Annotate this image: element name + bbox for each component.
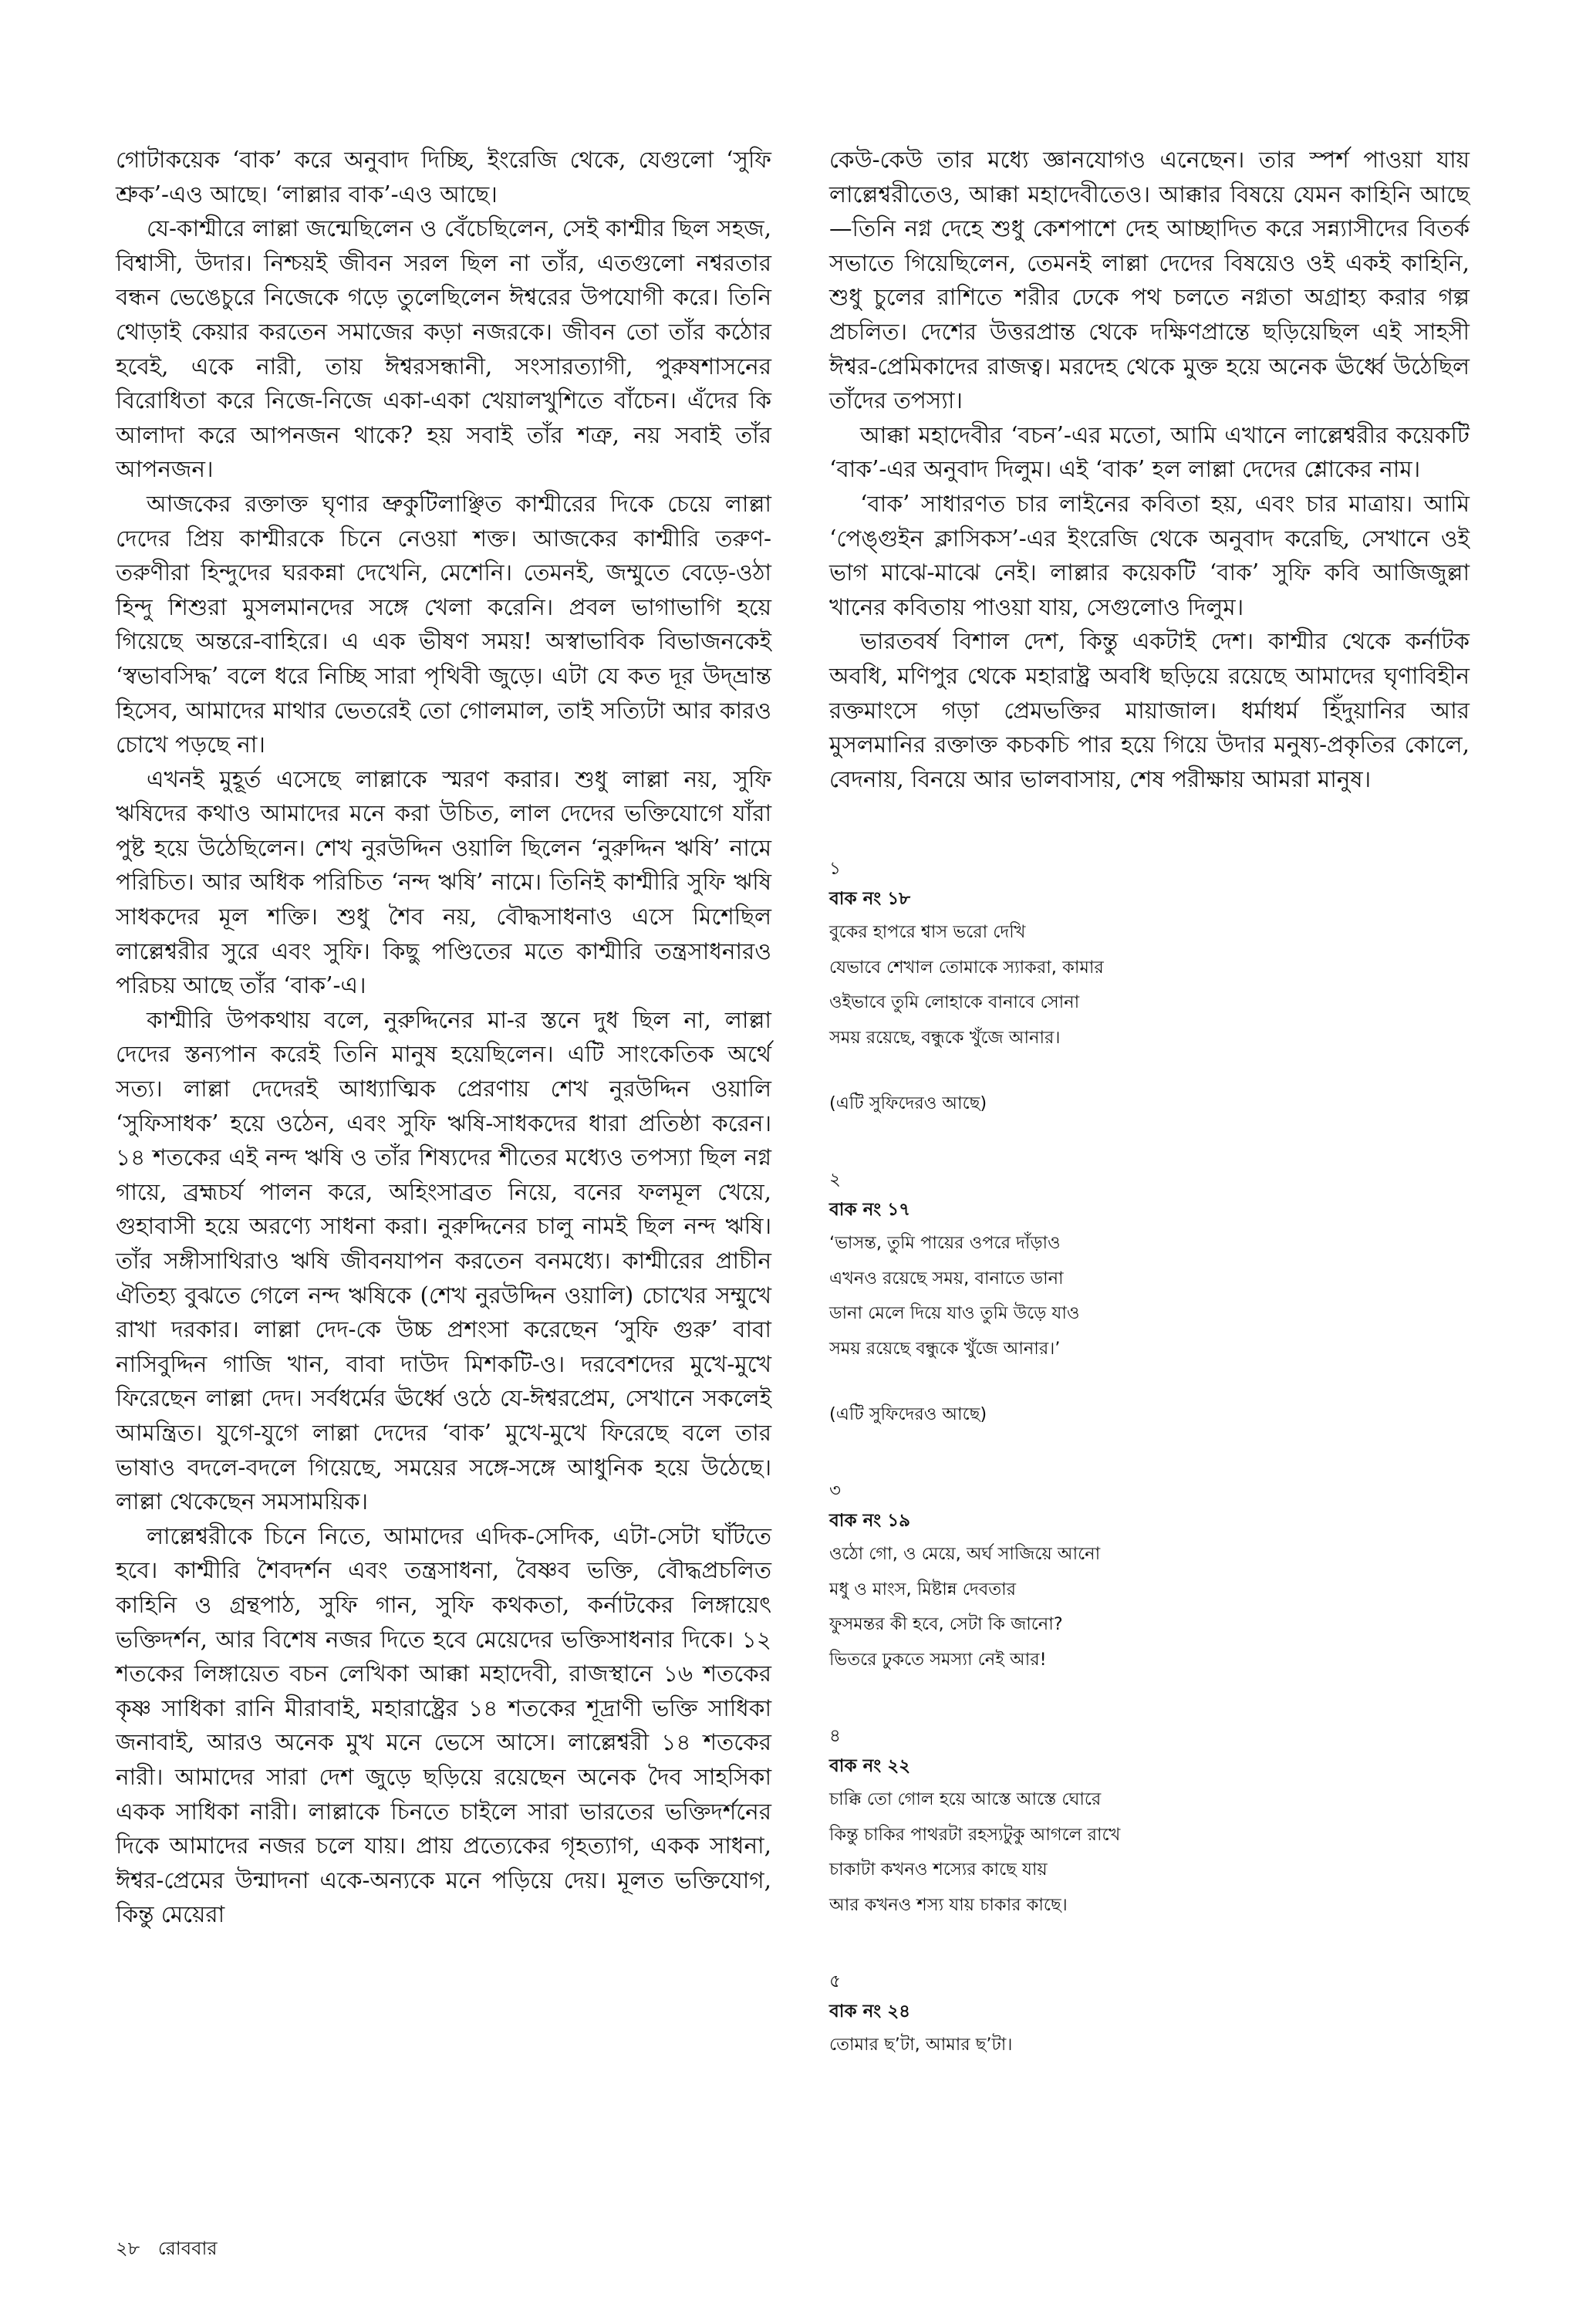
- vaak-line: ওইভাবে তুমি লোহাকে বানাবে সোনা: [829, 992, 1080, 1013]
- article-paragraph: যে-কাশ্মীরে লাল্লা জন্মেছিলেন ও বেঁচেছিলেন, সেই কাশ্মীর ছিল সহজ, বিশ্বাসী, উদার। নিশ্চয়ই জীবন সরল ছিল না তাঁর, এতগুলো নশ্বরতার বন্ধন ভেঙেচুরে নিজেকে গড়ে তুলেছিলেন ঈশ্বরের উপযোগী করে। তিনি থোড়াই কেয়ার করতেন সমাজের কড়া নজরকে। জীবন তো তাঁর কঠোর হবেই, একে নারী, তায় ঈশ্বরসন্ধানী, সংসারত্যাগী, পুরুষশাসনের বিরোধিতা করে নিজে-নিজে একা-একা খেয়ালখুশিতে বাঁচেন। এঁদের কি আলাদা করে আপনজন থাকে? হয় সবাই তাঁর শত্রু, নয় সবাই তাঁর আপনজন।: [116, 215, 771, 483]
- vaak-line: চাক্কি তো গোল হয়ে আস্তে আস্তে ঘোরে: [829, 1789, 1102, 1810]
- vaak-number: ১: [829, 859, 841, 880]
- vaak-line: মধু ও মাংস, মিষ্টান্ন দেবতার: [829, 1579, 1017, 1599]
- vaak-poem: [829, 1166, 1470, 1432]
- left-column: [116, 143, 771, 1932]
- article-paragraph: ভারতবর্ষ বিশাল দেশ, কিন্তু একটাই দেশ। কাশ্মীর থেকে কর্নাটক অবধি, মণিপুর থেকে মহারাষ্ট্র অবধি ছড়িয়ে রয়েছে আমাদের ঘৃণাবিহীন রক্তমাংসে গড়া প্রেমভক্তির মায়াজাল। ধর্মাধর্ম হিঁদুয়ানির আর মুসলমানির রক্তাক্ত কচকচি পার হয়ে গিয়ে উদার মনুষ্য-প্রকৃতির কোলে, বেদনায়, বিনয়ে আর ভালবাসায়, শেষ পরীক্ষায় আমরা মানুষ।: [829, 628, 1470, 792]
- vaak-line: ‘ভাসন্ত, তুমি পায়ের ওপরে দাঁড়াও: [829, 1233, 1061, 1254]
- vaak-note: (এটি সুফিদেরও আছে): [829, 1093, 987, 1114]
- page-number: ২৮: [116, 2238, 140, 2259]
- vaak-note: (এটি সুফিদেরও আছে): [829, 1404, 987, 1425]
- right-column: [829, 143, 1470, 2063]
- vaak-title: বাক নং ১৮: [829, 889, 911, 910]
- vaak-title: বাক নং ২৪: [829, 2001, 911, 2022]
- vaak-number: ২: [829, 1170, 841, 1191]
- vaak-line: তোমার ছ’টা, আমার ছ’টা।: [829, 2035, 1013, 2055]
- article-paragraph: গোটাকয়েক ‘বাক’ করে অনুবাদ দিচ্ছি, ইংরেজি থেকে, যেগুলো ‘সুফি শ্রুক’-এও আছে। ‘লাল্লার বাক’-এও আছে।: [116, 147, 771, 208]
- article-paragraph: লাল্লেশ্বরীকে চিনে নিতে, আমাদের এদিক-সেদিক, এটা-সেটা ঘাঁটতে হবে। কাশ্মীরি শৈবদর্শন এবং তন্ত্রসাধনা, বৈষ্ণব ভক্তি, বৌদ্ধপ্রচলিত কাহিনি ও গ্রন্থপাঠ, সুফি গান, সুফি কথকতা, কর্নাটকের লিঙ্গায়েৎ ভক্তিদর্শন, আর বিশেষ নজর দিতে হবে মেয়েদের ভক্তিসাধনার দিকে। ১২ শতকের লিঙ্গায়েত বচন লেখিকা আক্কা মহাদেবী, রাজস্থানে ১৬ শতকের কৃষ্ণ সাধিকা রানি মীরাবাই, মহারাষ্ট্রের ১৪ শতকের শূদ্রাণী ভক্তি সাধিকা জনাবাই, আরও অনেক মুখ মনে ভেসে আসে। লাল্লেশ্বরী ১৪ শতকের নারী। আমাদের সারা দেশ জুড়ে ছড়িয়ে রয়েছেন অনেক দৈব সাহসিকা একক সাধিকা নারী। লাল্লাকে চিনতে চাইলে সারা ভারতের ভক্তিদর্শনের দিকে আমাদের নজর চলে যায়। প্রায় প্রত্যেকের গৃহত্যাগ, একক সাধনা, ঈশ্বর-প্রেমের উন্মাদনা একে-অন্যকে মনে পড়িয়ে দেয়। মূলত ভক্তিযোগ, কিন্তু মেয়েরা: [116, 1522, 771, 1928]
- vaak-line: ওঠো গো, ও মেয়ে, অর্ঘ সাজিয়ে আনো: [829, 1544, 1101, 1565]
- vaak-number: ৪: [829, 1726, 841, 1747]
- vaak-poem: [829, 1722, 1470, 1923]
- vaak-line: যেভাবে শেখাল তোমাকে স্যাকরা, কামার: [829, 957, 1104, 978]
- vaak-title: বাক নং ২২: [829, 1756, 911, 1777]
- article-paragraph: ‘বাক’ সাধারণত চার লাইনের কবিতা হয়, এবং চার মাত্রায়। আমি ‘পেঙ্গুইন ক্লাসিকস’-এর ইংরেজি থেকে অনুবাদ করেছি, সেখানে ওই ভাগ মাঝে-মাঝে নেই। লাল্লার কয়েকটি ‘বাক’ সুফি কবি আজিজুল্লা খানের কবিতায় পাওয়া যায়, সেগুলোও দিলুম।: [829, 490, 1470, 620]
- vaak-line: সময় রয়েছে, বন্ধুকে খুঁজে আনার।: [829, 1027, 1061, 1048]
- vaak-poem: [829, 1968, 1470, 2063]
- vaak-title: বাক নং ১৭: [829, 1200, 911, 1221]
- vaak-number: ৫: [829, 1971, 841, 1992]
- page-footer: [116, 2236, 218, 2261]
- vaak-line: ভিতরে ঢুকতে সমস্যা নেই আর!: [829, 1649, 1047, 1670]
- article-paragraph: আক্কা মহাদেবীর ‘বচন’-এর মতো, আমি এখানে লাল্লেশ্বরীর কয়েকটি ‘বাক’-এর অনুবাদ দিলুম। এই ‘বাক’ হল লাল্লা দেদের শ্লোকের নাম।: [829, 421, 1470, 483]
- vaak-line: কিন্তু চাকির পাথরটা রহস্যটুকু আগলে রাখে: [829, 1824, 1121, 1845]
- vaak-line: ডানা মেলে দিয়ে যাও তুমি উড়ে যাও: [829, 1303, 1080, 1324]
- magazine-name: রোববার: [157, 2238, 218, 2259]
- vaak-line: আর কখনও শস্য যায় চাকার কাছে।: [829, 1894, 1068, 1915]
- vaak-line: এখনও রয়েছে সময়, বানাতে ডানা: [829, 1268, 1064, 1289]
- vaak-poem: [829, 855, 1470, 1121]
- article-paragraph: কাশ্মীরি উপকথায় বলে, নুরুদ্দিনের মা-র স্তনে দুধ ছিল না, লাল্লা দেদের স্তন্যপান করেই তিনি মানুষ হয়েছিলেন। এটি সাংকেতিক অর্থে সত্য। লাল্লা দেদেরই আধ্যাত্মিক প্রেরণায় শেখ নুরউদ্দিন ওয়ালি ‘সুফিসাধক’ হয়ে ওঠেন, এবং সুফি ঋষি-সাধকদের ধারা প্রতিষ্ঠা করেন। ১৪ শতকের এই নন্দ ঋষি ও তাঁর শিষ্যদের শীতের মধ্যেও তপস্যা ছিল নগ্ন গায়ে, ব্রহ্মচর্য পালন করে, অহিংসাব্রত নিয়ে, বনের ফলমূল খেয়ে, গুহাবাসী হয়ে অরণ্যে সাধনা করা। নুরুদ্দিনের চালু নামই ছিল নন্দ ঋষি। তাঁর সঙ্গীসাথিরাও ঋষি জীবনযাপন করতেন বনমধ্যে। কাশ্মীরের প্রাচীন ঐতিহ্য বুঝতে গেলে নন্দ ঋষিকে (শেখ নুরউদ্দিন ওয়ালি) চোখের সম্মুখে রাখা দরকার। লাল্লা দেদ-কে উচ্চ প্রশংসা করেছেন ‘সুফি গুরু’ বাবা নাসিবুদ্দিন গাজি খান, বাবা দাউদ মিশকটি-ও। দরবেশদের মুখে-মুখে ফিরেছেন লাল্লা দেদ। সর্বধর্মের ঊর্ধ্বে ওঠে যে-ঈশ্বরপ্রেম, সেখানে সকলেই আমন্ত্রিত। যুগে-যুগে লাল্লা দেদের ‘বাক’ মুখে-মুখে ফিরেছে বলে তার ভাষাও বদলে-বদলে গিয়েছে, সময়ের সঙ্গে-সঙ্গে আধুনিক হয়ে উঠেছে। লাল্লা থেকেছেন সমসাময়িক।: [116, 1006, 771, 1515]
- article-paragraph: এখনই মুহূর্ত এসেছে লাল্লাকে স্মরণ করার। শুধু লাল্লা নয়, সুফি ঋষিদের কথাও আমাদের মনে করা উচিত, লাল দেদের ভক্তিযোগে যাঁরা পুষ্ট হয়ে উঠেছিলেন। শেখ নুরউদ্দিন ওয়ালি ছিলেন ‘নুরুদ্দিন ঋষি’ নামে পরিচিত। আর অধিক পরিচিত ‘নন্দ ঋষি’ নামে। তিনিই কাশ্মীরি সুফি ঋষি সাধকদের মূল শক্তি। শুধু শৈব নয়, বৌদ্ধসাধনাও এসে মিশেছিল লাল্লেশ্বরীর সুরে এবং সুফি। কিছু পণ্ডিতের মতে কাশ্মীরি তন্ত্রসাধনারও পরিচয় আছে তাঁর ‘বাক’-এ।: [116, 765, 771, 999]
- vaak-line: ফুসমন্তর কী হবে, সেটা কি জানো?: [829, 1614, 1063, 1635]
- vaak-line: চাকাটা কখনও শস্যের কাছে যায়: [829, 1860, 1048, 1880]
- article-paragraph: আজকের রক্তাক্ত ঘৃণার ভ্রুকুটিলাঞ্ছিত কাশ্মীরের দিকে চেয়ে লাল্লা দেদের প্রিয় কাশ্মীরকে চিনে নেওয়া শক্ত। আজকের কাশ্মীরি তরুণ-তরুণীরা হিন্দুদের ঘরকন্না দেখেনি, মেশেনি। তেমনই, জম্মুতে বেড়ে-ওঠা হিন্দু শিশুরা মুসলমানদের সঙ্গে খেলা করেনি। প্রবল ভাগাভাগি হয়ে গিয়েছে অন্তরে-বাহিরে। এ এক ভীষণ সময়! অস্বাভাবিক বিভাজনকেই ‘স্বভাবসিদ্ধ’ বলে ধরে নিচ্ছি সারা পৃথিবী জুড়ে। এটা যে কত দূর উদ্‌ভ্রান্ত হিসেব, আমাদের মাথার ভেতরেই তো গোলমাল, তাই সত্যিটা আর কারও চোখে পড়ছে না।: [116, 490, 771, 758]
- vaak-line: বুকের হাপরে শ্বাস ভরো দেখি: [829, 922, 1026, 943]
- vaak-number: ৩: [829, 1481, 841, 1501]
- vaak-poem: [829, 1477, 1470, 1677]
- article-paragraph: কেউ-কেউ তার মধ্যে জ্ঞানযোগও এনেছেন। তার স্পর্শ পাওয়া যায় লাল্লেশ্বরীতেও, আক্কা মহাদেবীতেও। আক্কার বিষয়ে যেমন কাহিনি আছে—তিনি নগ্ন দেহে শুধু কেশপাশে দেহ আচ্ছাদিত করে সন্ন্যাসীদের বিতর্ক সভাতে গিয়েছিলেন, তেমনই লাল্লা দেদের বিষয়েও ওই একই কাহিনি, শুধু চুলের রাশিতে শরীর ঢেকে পথ চলতে নগ্নতা অগ্রাহ্য করার গল্প প্রচলিত। দেশের উত্তরপ্রান্ত থেকে দক্ষিণপ্রান্তে ছড়িয়েছিল এই সাহসী ঈশ্বর-প্রেমিকাদের রাজত্ব। মরদেহ থেকে মুক্ত হয়ে অনেক ঊর্ধ্বে উঠেছিল তাঁদের তপস্যা।: [829, 147, 1470, 414]
- vaak-line: সময় রয়েছে বন্ধুকে খুঁজে আনার।’: [829, 1338, 1061, 1359]
- vaak-title: বাক নং ১৯: [829, 1511, 911, 1532]
